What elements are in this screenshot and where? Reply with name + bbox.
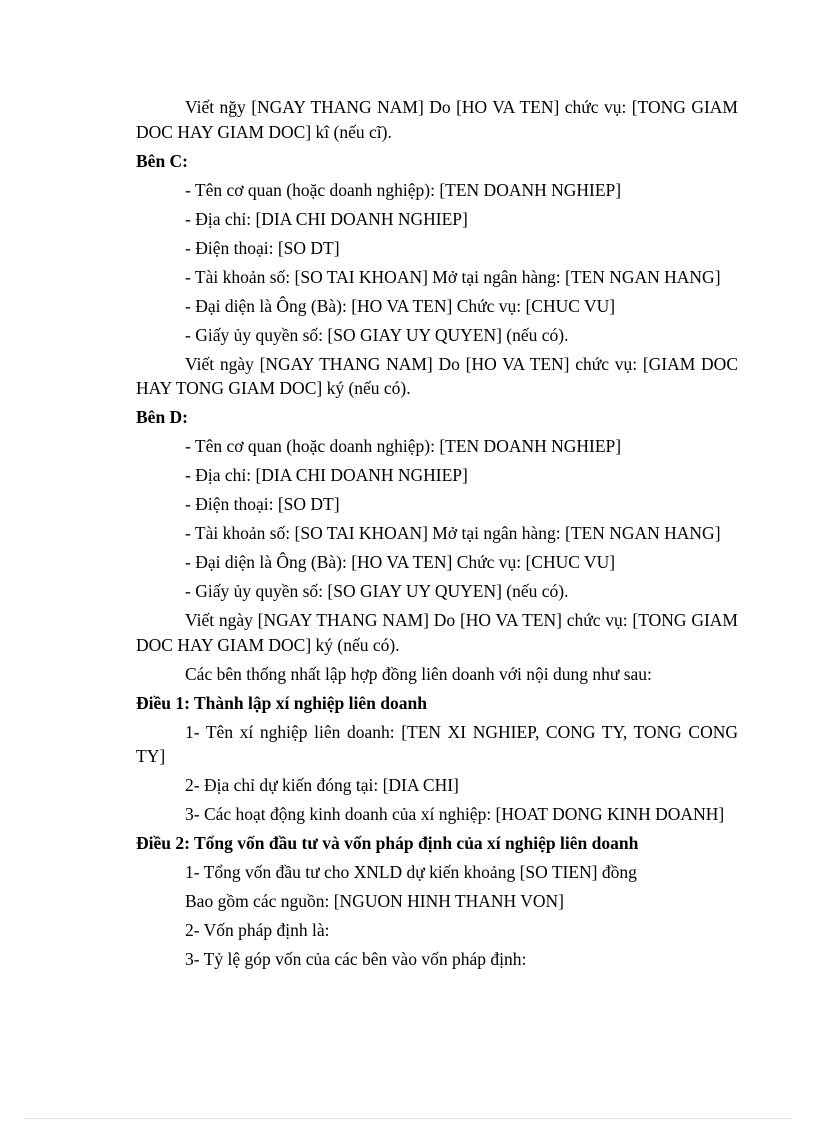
party-d-authorization: - Giấy ủy quyền số: [SO GIAY UY QUYEN] (nếu có).: [185, 581, 569, 601]
party-c-organization-name: - Tên cơ quan (hoặc doanh nghiệp): [TEN DOANH NGHIEP]: [185, 179, 622, 200]
party-d-representative: - Đại diện là Ông (Bà): [HO VA TEN] Chức vụ: [CHUC VU]: [185, 552, 616, 572]
article-2-item-3: 3- Tỷ lệ góp vốn của các bên vào vốn pháp định:: [185, 949, 527, 969]
article-1-item-1: 1- Tên xí nghiệp liên doanh: [TEN XI NGHIEP, CONG TY, TONG CONG TY]: [136, 721, 738, 766]
party-c-signing-note: Viết ngày [NGAY THANG NAM] Do [HO VA TEN] chức vụ: [GIAM DOC HAY TONG GIAM DOC] ký (nếu có).: [136, 353, 738, 398]
party-c-phone: - Điện thoại: [SO DT]: [185, 237, 340, 258]
party-c-address: - Địa chỉ: [DIA CHI DOANH NGHIEP]: [185, 208, 468, 229]
article-2-funding-sources: Bao gồm các nguồn: [NGUON HINH THANH VON]: [185, 891, 564, 911]
party-d-signing-note: Viết ngày [NGAY THANG NAM] Do [HO VA TEN] chức vụ: [TONG GIAM DOC HAY GIAM DOC] ký (nếu có).: [136, 610, 738, 655]
signing-note-paragraph: Viết nğy [NGAY THANG NAM] Do [HO VA TEN] chức vụ: [TONG GIAM DOC HAY GIAM DOC] kî (nếu cĩ).: [136, 97, 738, 142]
page-bottom-divider: [24, 1118, 792, 1119]
article-2-item-1: 1- Tổng vốn đầu tư cho XNLD dự kiến khoảng [SO TIEN] đồng: [185, 862, 637, 882]
agreement-intro: Các bên thống nhất lập hợp đồng liên doanh với nội dung như sau:: [185, 663, 652, 684]
party-c-representative: - Đại diện là Ông (Bà): [HO VA TEN] Chức vụ: [CHUC VU]: [185, 295, 616, 316]
party-c-heading: Bên C:: [136, 150, 189, 171]
party-d-address: - Địa chỉ: [DIA CHI DOANH NGHIEP]: [185, 465, 468, 485]
party-d-bank-account: - Tài khoản số: [SO TAI KHOAN] Mở tại ngân hàng: [TEN NGAN HANG]: [185, 523, 721, 543]
article-1-item-2: 2- Địa chỉ dự kiến đóng tại: [DIA CHI]: [185, 775, 459, 795]
party-d-heading: Bên D:: [136, 407, 189, 427]
article-2-heading: Điều 2: Tổng vốn đầu tư và vốn pháp định của xí nghiệp liên doanh: [136, 833, 639, 853]
party-d-phone: - Điện thoại: [SO DT]: [185, 494, 340, 514]
document-page: [136, 95, 738, 976]
article-1-heading: Điều 1: Thành lập xí nghiệp liên doanh: [136, 692, 427, 713]
party-c-authorization: - Giấy ủy quyền số: [SO GIAY UY QUYEN] (nếu có).: [185, 324, 569, 345]
party-d-organization-name: - Tên cơ quan (hoặc doanh nghiệp): [TEN DOANH NGHIEP]: [185, 436, 622, 456]
article-1-item-3: 3- Các hoạt động kinh doanh của xí nghiệp: [HOAT DONG KINH DOANH]: [185, 804, 725, 824]
party-c-bank-account: - Tài khoản số: [SO TAI KHOAN] Mở tại ngân hàng: [TEN NGAN HANG]: [185, 266, 721, 287]
article-2-item-2: 2- Vốn pháp định là:: [185, 920, 330, 940]
